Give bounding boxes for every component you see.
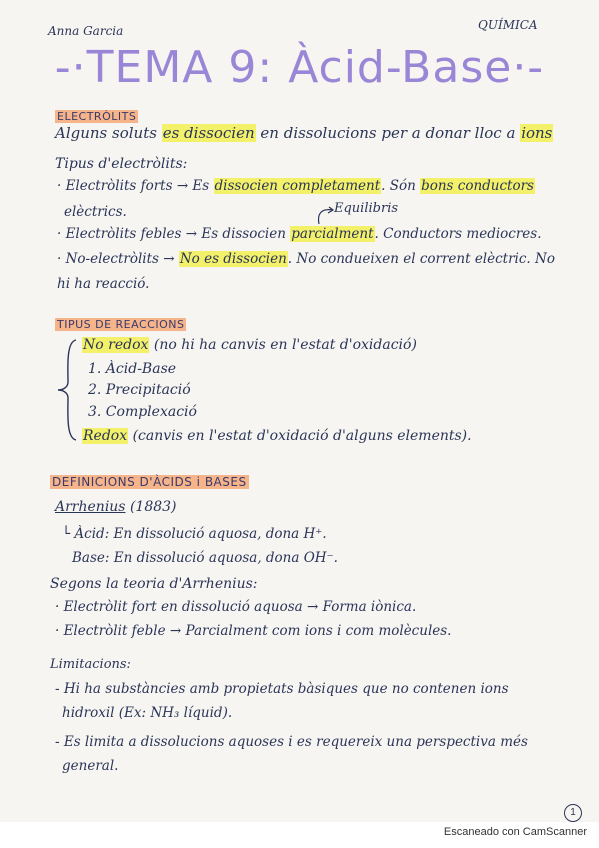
non-electrolytes-cont: hi ha reacció. <box>57 276 150 292</box>
page-title: -·TEMA 9: Àcid-Base·- <box>54 42 545 93</box>
weak-electrolytes-line: · Electròlits febles → Es dissocien parcialment. Conductors mediocres. <box>57 226 542 242</box>
limitation-item: - Es limita a dissolucions aquoses i es requereix una perspectiva més <box>55 734 528 750</box>
brace-icon <box>56 338 80 442</box>
section-heading-definicions: DEFINICIONS D'ÀCIDS i BASES <box>52 475 247 489</box>
theory-label: Segons la teoria d'Arrhenius: <box>50 576 258 592</box>
base-definition: Base: En dissolució aquosa, dona OH⁻. <box>72 550 338 566</box>
reaction-item: 1. Àcid-Base <box>88 361 177 377</box>
equilibri-note: Equilibris <box>334 201 399 216</box>
author-name: Anna Garcia <box>48 24 124 38</box>
strong-electrolyte-form: · Electròlit fort en dissolució aquosa → Forma iònica. <box>55 599 417 615</box>
limitation-item-cont: general. <box>62 758 119 774</box>
types-label: Tipus d'electròlits: <box>55 156 188 172</box>
limitations-label: Limitacions: <box>50 657 131 672</box>
subject-label: QUÍMICA <box>478 18 538 32</box>
intro-line: Alguns soluts es dissocien en dissolucions per a donar lloc a ions <box>55 124 553 142</box>
acid-definition: └ Àcid: En dissolució aquosa, dona H⁺. <box>62 526 327 542</box>
weak-electrolyte-form: · Electròlit feble → Parcialment com ions i com molècules. <box>55 623 452 639</box>
limitation-item-cont: hidroxil (Ex: NH₃ líquid). <box>62 705 233 721</box>
redox-line: Redox (canvis en l'estat d'oxidació d'alguns elements). <box>83 428 472 444</box>
section-heading-reaccions: TIPUS DE REACCIONS <box>57 318 185 331</box>
no-redox-line: No redox (no hi ha canvis en l'estat d'oxidació) <box>83 337 417 353</box>
strong-electrolytes-cont: elèctrics. <box>64 204 127 220</box>
page-number: 1 <box>564 804 582 822</box>
section-heading-electrolits: ELECTRÒLITS <box>57 110 137 123</box>
scanner-footer: Escaneado con CamScanner <box>443 826 587 838</box>
reaction-item: 2. Precipitació <box>88 382 191 398</box>
arrhenius-line: Arrhenius (1883) <box>55 499 177 515</box>
strong-electrolytes-line: · Electròlits forts → Es dissocien completament. Són bons conductors <box>57 178 534 194</box>
reaction-item: 3. Complexació <box>88 404 197 420</box>
arrow-curve-icon <box>313 206 335 226</box>
non-electrolytes-line: · No-electròlits → No es dissocien. No condueixen el corrent elèctric. No <box>57 251 555 267</box>
limitation-item: - Hi ha substàncies amb propietats bàsiques que no contenen ions <box>55 681 509 697</box>
